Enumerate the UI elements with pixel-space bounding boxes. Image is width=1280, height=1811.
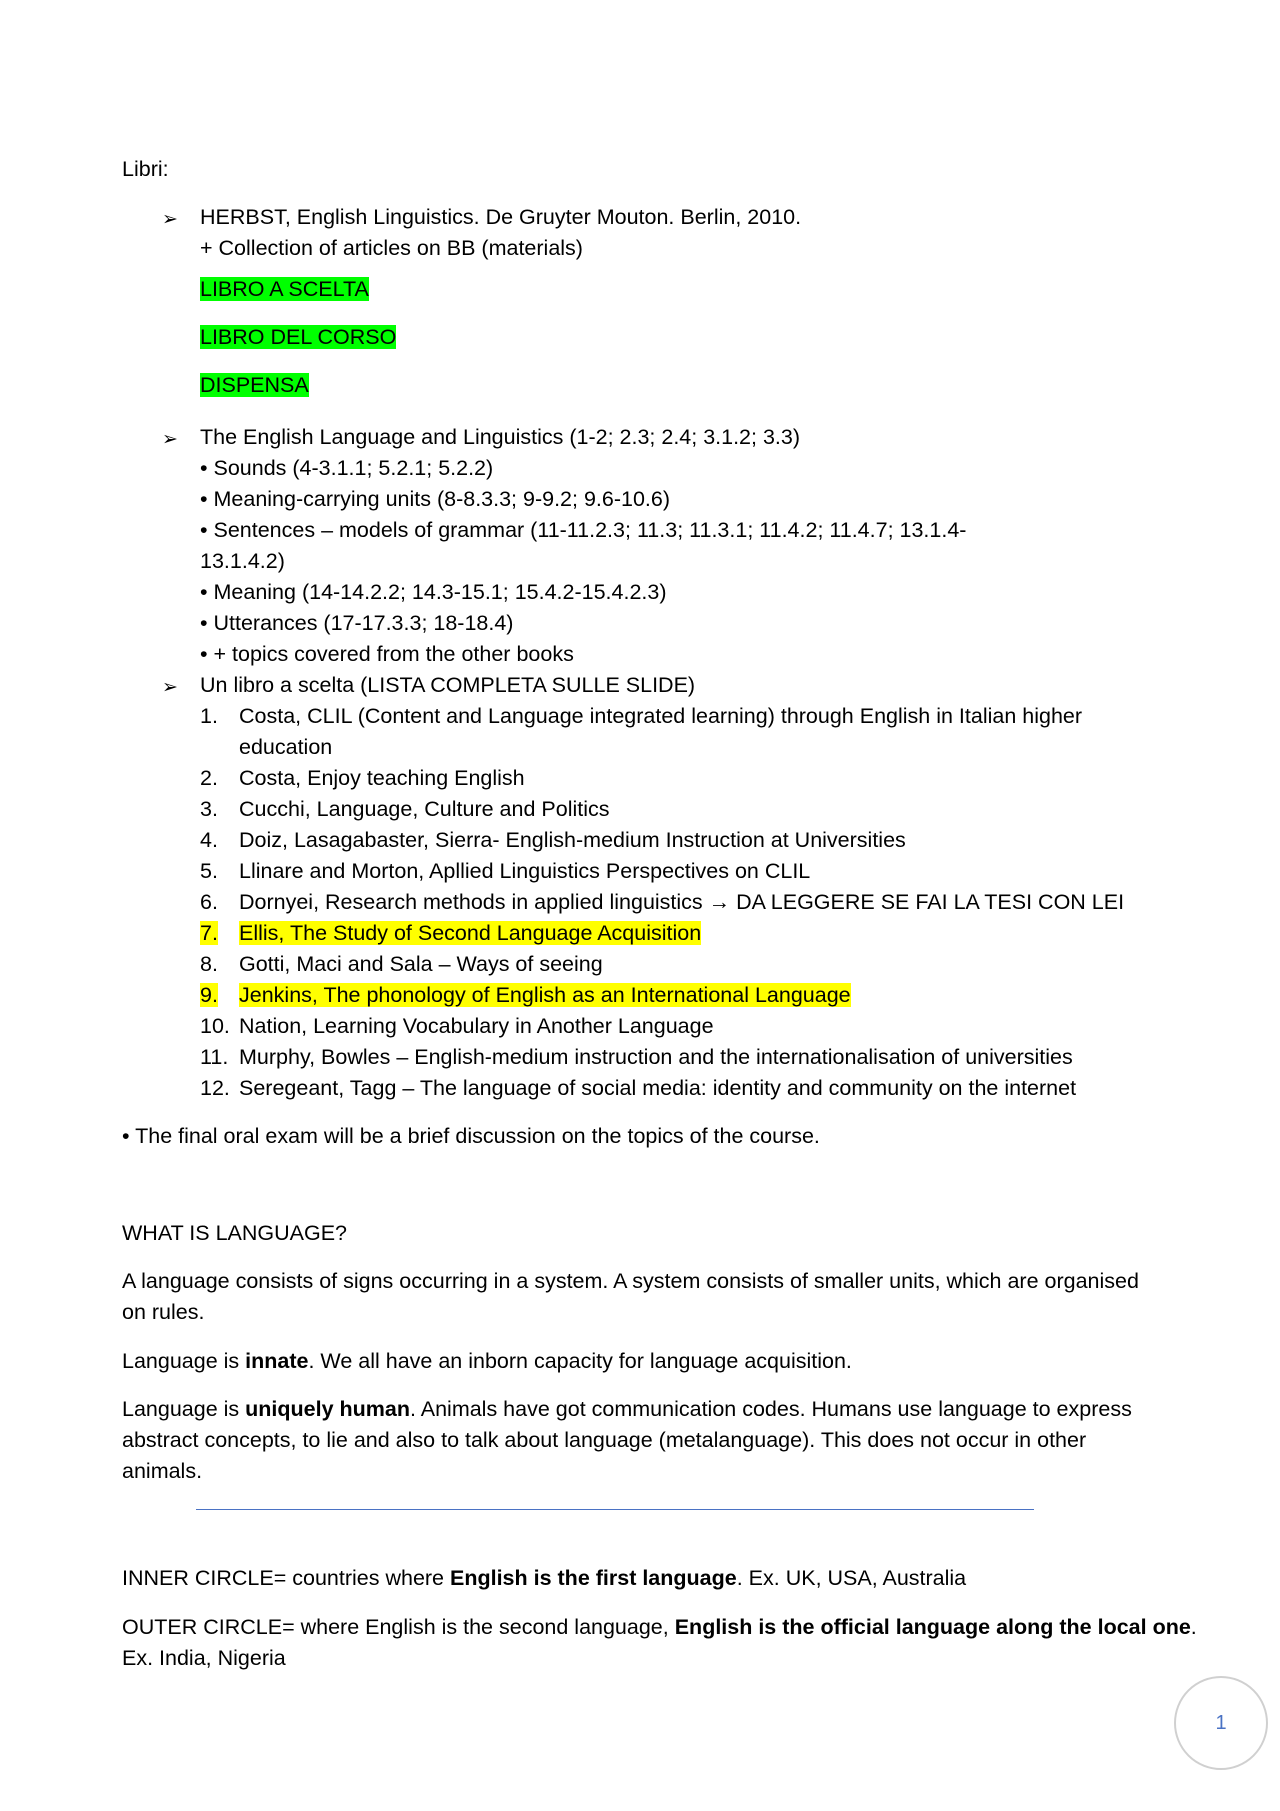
page-number-badge [1174, 1676, 1268, 1770]
arrow-bullet-icon: ➢ [162, 429, 178, 450]
book2-item: • Sentences – models of grammar (11-11.2.3; 11.3; 11.3.1; 11.4.2; 11.4.7; 13.1.4- [200, 518, 967, 542]
page-number: 1 [1215, 1711, 1227, 1734]
list-number: 6. [200, 890, 218, 914]
list-number: 10. [200, 1014, 230, 1038]
list-item: Costa, CLIL (Content and Language integrated learning) through English in Italian higher [239, 704, 1083, 728]
list-number: 5. [200, 859, 218, 883]
paragraph: Language is innate. We all have an inborn capacity for language acquisition. [122, 1349, 852, 1373]
list-number: 4. [200, 828, 218, 852]
list-item: Cucchi, Language, Culture and Politics [239, 797, 610, 821]
tag-libro-del-corso: LIBRO DEL CORSO [200, 325, 397, 349]
book2-title: The English Language and Linguistics (1-2; 2.3; 2.4; 3.1.2; 3.3) [200, 425, 801, 449]
horizontal-divider [196, 1509, 1034, 1510]
list-number: 8. [200, 952, 218, 976]
list-item: Nation, Learning Vocabulary in Another Language [239, 1014, 714, 1038]
list-item: Murphy, Bowles – English-medium instruction and the internationalisation of universities [239, 1045, 1073, 1069]
list-number: 11. [200, 1045, 229, 1069]
arrow-bullet-icon: ➢ [162, 209, 178, 230]
outer-circle-paragraph: Ex. India, Nigeria [122, 1646, 286, 1670]
book3-title: Un libro a scelta (LISTA COMPLETA SULLE SLIDE) [200, 673, 696, 697]
book2-item: • Meaning (14-14.2.2; 14.3-15.1; 15.4.2-15.4.2.3) [200, 580, 667, 604]
list-number-highlighted: 9. [200, 983, 218, 1007]
book2-item: 13.1.4.2) [200, 549, 285, 573]
tag-dispensa: DISPENSA [200, 373, 309, 397]
list-item: Costa, Enjoy teaching English [239, 766, 525, 790]
book2-item: • Utterances (17-17.3.3; 18-18.4) [200, 611, 514, 635]
list-item: education [239, 735, 333, 759]
list-item: Gotti, Maci and Sala – Ways of seeing [239, 952, 603, 976]
heading-libri: Libri: [122, 157, 169, 181]
list-number-highlighted: 7. [200, 921, 218, 945]
list-number: 2. [200, 766, 218, 790]
list-item: Dornyei, Research methods in applied linguistics → DA LEGGERE SE FAI LA TESI CON LEI [239, 890, 1125, 914]
paragraph: animals. [122, 1459, 203, 1483]
list-number: 1. [200, 704, 218, 728]
list-item-highlighted: Jenkins, The phonology of English as an International Language [239, 983, 851, 1007]
book1-line2: + Collection of articles on BB (materials) [200, 236, 583, 260]
paragraph: Language is uniquely human. Animals have got communication codes. Humans use language to express [122, 1397, 1132, 1421]
inner-circle-paragraph: INNER CIRCLE= countries where English is the first language. Ex. UK, USA, Australia [122, 1566, 967, 1590]
section-heading: WHAT IS LANGUAGE? [122, 1221, 348, 1245]
list-number: 3. [200, 797, 218, 821]
list-item: Llinare and Morton, Apllied Linguistics Perspectives on CLIL [239, 859, 811, 883]
book2-item: • Meaning-carrying units (8-8.3.3; 9-9.2; 9.6-10.6) [200, 487, 671, 511]
book1-line1: HERBST, English Linguistics. De Gruyter Mouton. Berlin, 2010. [200, 205, 802, 229]
final-exam-note: • The final oral exam will be a brief discussion on the topics of the course. [122, 1124, 820, 1148]
list-item: Doiz, Lasagabaster, Sierra- English-medium Instruction at Universities [239, 828, 906, 852]
list-item-highlighted: Ellis, The Study of Second Language Acquisition [239, 921, 702, 945]
book2-item: • Sounds (4-3.1.1; 5.2.1; 5.2.2) [200, 456, 494, 480]
tag-libro-a-scelta: LIBRO A SCELTA [200, 277, 369, 301]
arrow-bullet-icon: ➢ [162, 677, 178, 698]
outer-circle-paragraph: OUTER CIRCLE= where English is the second language, English is the official language along the local one. [122, 1615, 1197, 1639]
paragraph: A language consists of signs occurring in a system. A system consists of smaller units, which are organised [122, 1269, 1139, 1293]
list-number: 12. [200, 1076, 230, 1100]
paragraph: abstract concepts, to lie and also to talk about language (metalanguage). This does not occur in other [122, 1428, 1087, 1452]
paragraph: on rules. [122, 1300, 205, 1324]
book2-item: • + topics covered from the other books [200, 642, 574, 666]
list-item: Seregeant, Tagg – The language of social media: identity and community on the internet [239, 1076, 1077, 1100]
